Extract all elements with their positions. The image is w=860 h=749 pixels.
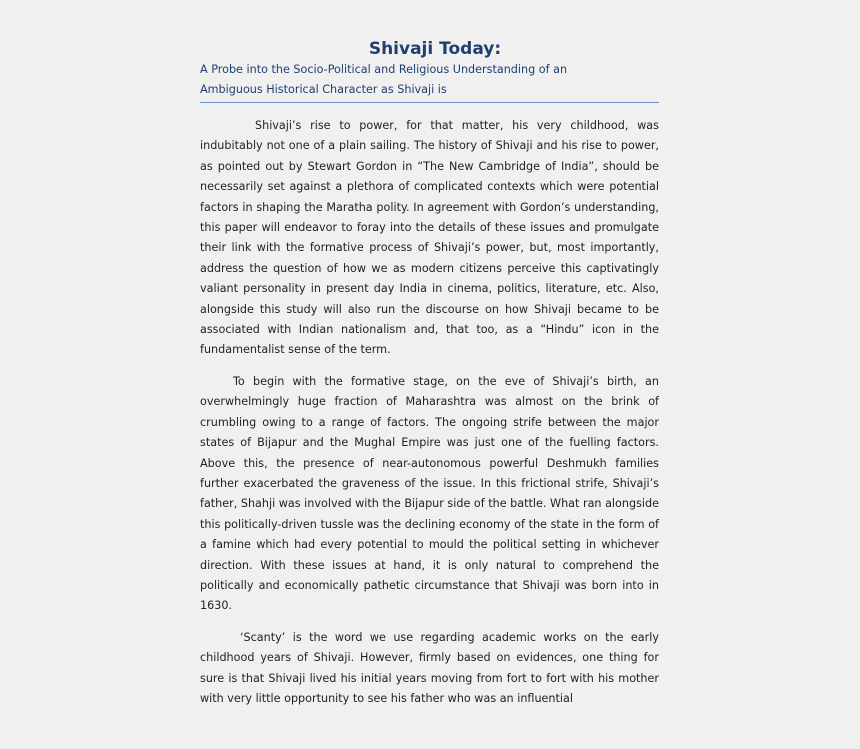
document-subtitle-line-2: Ambiguous Historical Character as Shivaji is	[200, 83, 447, 96]
paragraph-3: ‘Scanty’ is the word we use regarding academic works on the early childhood years of Shivaji. However, firmly based on evidences, one thing for sure is that Shivaji lived his initial years moving from fort to fort with his mother with very little opportunity to see his father who was an influential	[200, 630, 659, 705]
document-header	[200, 38, 660, 103]
document-title: Shivaji Today:	[368, 39, 502, 59]
paragraph-2: To begin with the formative stage, on the eve of Shivaji’s birth, an overwhelmingly huge fraction of Maharashtra was almost on the brink of crumbling owing to a range of factors. The ongoing strife between the major states of Bijapur and the Mughal Empire was just one of the fuelling factors. Above this, the presence of near-autonomous powerful Deshmukh families further exacerbated the graveness of the issue. In this frictional strife, Shivaji’s father, Shahji was involved with the Bijapur side of the battle. What ran alongside this politically-driven tussle was the declining economy of the state in the form of a famine which had every potential to mould the political setting in whichever direction. With these issues at hand, it is only natural to comprehend the politically and economically pathetic circumstance that Shivaji was born into in 1630.	[200, 374, 659, 613]
paragraph-1: Shivaji’s rise to power, for that matter, his very childhood, was indubitably not one of a plain sailing. The history of Shivaji and his rise to power, as pointed out by Stewart Gordon in “The New Cambridge of India”, should be necessarily set against a plethora of complicated contexts which were potential factors in shaping the Maratha polity. In agreement with Gordon’s understanding, this paper will endeavor to foray into the details of these issues and promulgate their link with the formative process of Shivaji’s power, but, most importantly, address the question of how we as modern citizens perceive this captivatingly valiant personality in present day India in cinema, politics, literature, etc. Also, alongside this study will also run the discourse on how Shivaji became to be associated with Indian nationalism and, that too, as a “Hindu” icon in the fundamentalist sense of the term.	[200, 119, 659, 357]
document-subtitle-line-1: A Probe into the Socio-Political and Religious Understanding of an	[200, 63, 568, 76]
title-divider	[200, 102, 659, 103]
document-body	[200, 116, 659, 720]
